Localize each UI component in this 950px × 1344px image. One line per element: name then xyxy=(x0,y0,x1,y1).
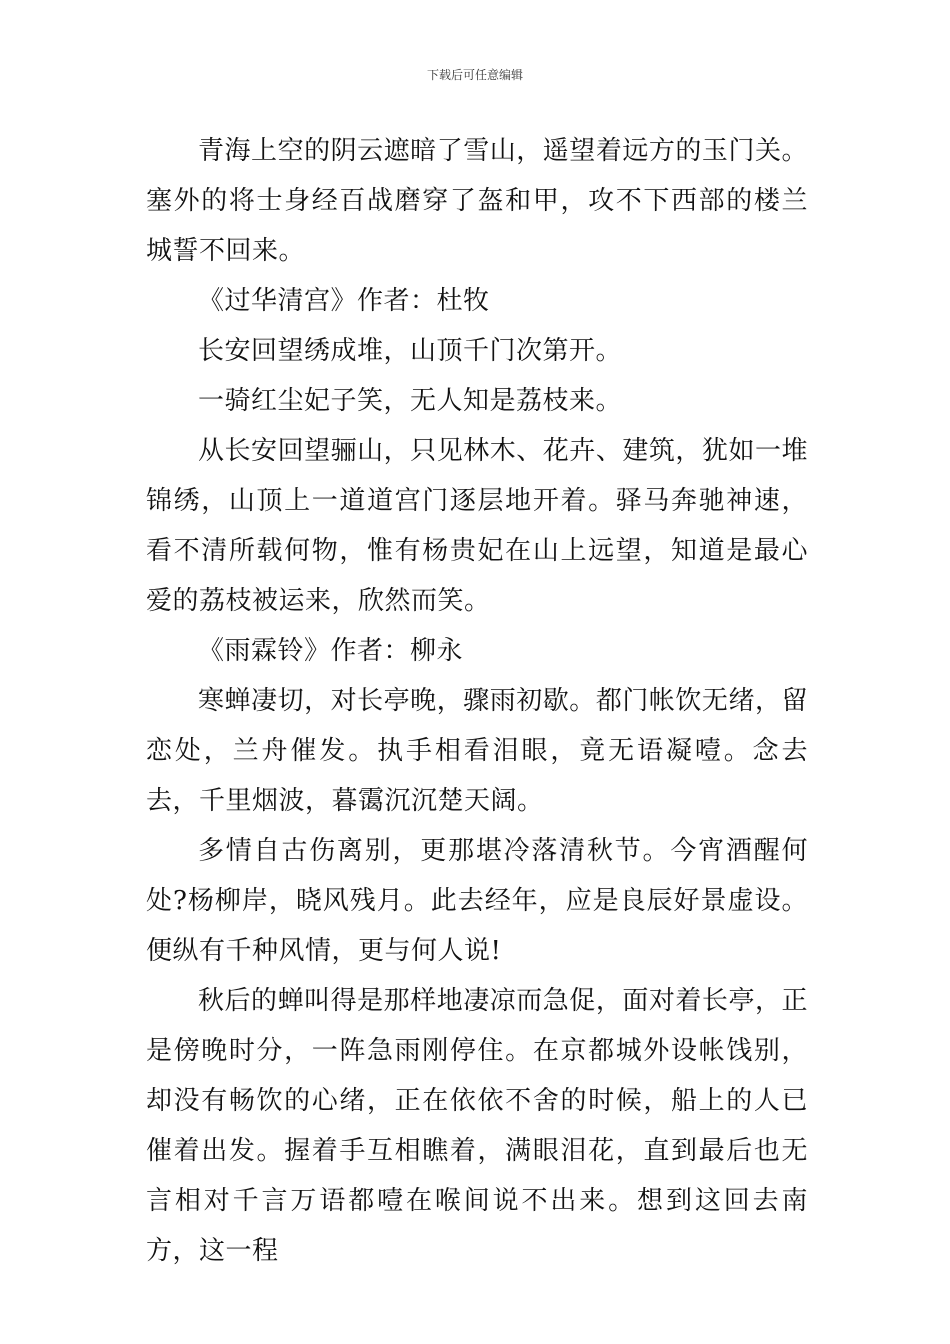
poem-line-1: 长安回望绣成堆，山顶千门次第开。 xyxy=(198,336,623,366)
paragraph-translation-guohuaqinggong: 从长安回望骊山，只见林木、花卉、建筑，犹如一堆锦绣，山顶上一道道宫门逐层地开着。驿马奔驰神速，看不清所载何物，惟有杨贵妃在山上远望，知道是最心爱的荔枝被运来，欣然而笑。 xyxy=(146,436,808,616)
paragraph-translation-liangzhouci: 青海上空的阴云遮暗了雪山，遥望着远方的玉门关。塞外的将士身经百战磨穿了盔和甲，攻不下西部的楼兰城誓不回来。 xyxy=(146,136,808,266)
poem-line-2: 一骑红尘妃子笑，无人知是荔枝来。 xyxy=(198,386,623,416)
paragraph-translation-yulinling: 秋后的蝉叫得是那样地凄凉而急促，面对着长亭，正是傍晚时分，一阵急雨刚停住。在京都城外设帐饯别，却没有畅饮的心绪，正在依依不舍的时候，船上的人已催着出发。握着手互相瞧着，满眼泪花，直到最后也无言相对千言万语都噎在喉间说不出来。想到这回去南方，这一程 xyxy=(146,986,808,1266)
page-header: 下载后可任意编辑 xyxy=(426,68,523,82)
document-body xyxy=(146,126,808,1276)
poem-title-guohuaqinggong: 《过华清宫》作者：杜牧 xyxy=(198,286,490,316)
poem-stanza-1: 寒蝉凄切，对长亭晚，骤雨初歇。都门帐饮无绪，留恋处，兰舟催发。执手相看泪眼，竟无语凝噎。念去去，千里烟波，暮霭沉沉楚天阔。 xyxy=(146,686,808,816)
poem-title-yulinling: 《雨霖铃》作者：柳永 xyxy=(198,636,464,666)
poem-stanza-2: 多情自古伤离别，更那堪冷落清秋节。今宵酒醒何处?杨柳岸，晓风残月。此去经年，应是良辰好景虚设。便纵有千种风情，更与何人说! xyxy=(146,836,808,966)
